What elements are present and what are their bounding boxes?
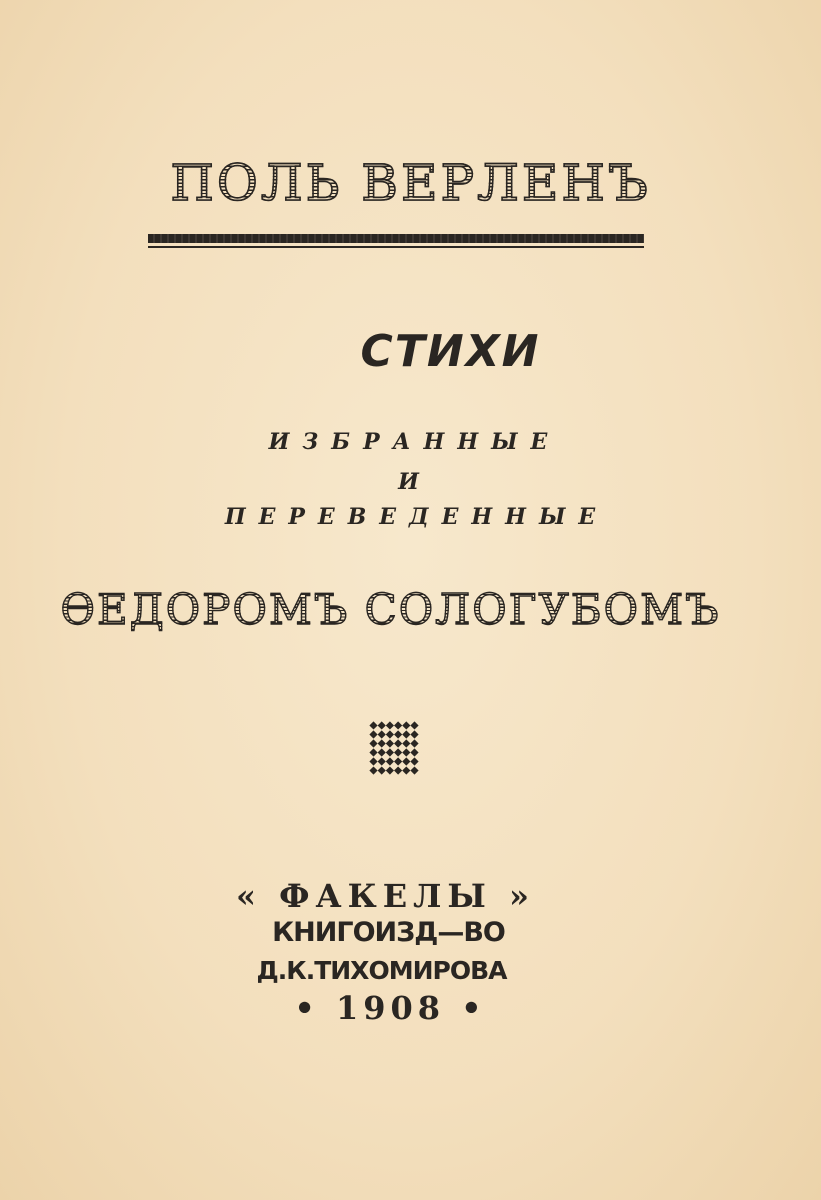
publication-year: • 1908 • bbox=[294, 989, 487, 1027]
publisher-line-3: Д.К.ТИХОМИРОВА bbox=[256, 956, 507, 985]
ornament-square bbox=[378, 730, 386, 738]
ornament-square bbox=[410, 739, 418, 747]
ornament-square bbox=[386, 766, 394, 774]
ornament-square bbox=[394, 739, 402, 747]
thin-rule bbox=[148, 246, 644, 248]
ornament-square bbox=[369, 721, 377, 729]
ornament-square bbox=[378, 748, 386, 756]
ornament-square bbox=[394, 730, 402, 738]
ornament-square bbox=[386, 730, 394, 738]
ornament-square bbox=[386, 748, 394, 756]
subtitle-line-3: ПЕРЕВЕДЕННЫЕ bbox=[224, 504, 609, 530]
publisher-line-2: КНИГОИЗД—ВО bbox=[272, 917, 505, 948]
ornament-square bbox=[402, 766, 410, 774]
ornament-square bbox=[369, 739, 377, 747]
subtitle-line-1: ИЗБРАННЫЕ bbox=[268, 429, 561, 455]
ornament-square bbox=[402, 721, 410, 729]
ornament-square bbox=[386, 721, 394, 729]
ornament-square bbox=[402, 730, 410, 738]
ornament-square bbox=[410, 757, 418, 765]
ornament-square bbox=[410, 766, 418, 774]
translator-name: ѲЕДОРОМЪ СОЛОГУБОМЪ bbox=[0, 580, 801, 640]
ornament-square bbox=[386, 757, 394, 765]
ornament-square bbox=[410, 721, 418, 729]
ornament-square bbox=[410, 748, 418, 756]
checkered-diamond-icon bbox=[353, 702, 435, 794]
ornament-square bbox=[402, 757, 410, 765]
ornament-square bbox=[378, 739, 386, 747]
heavy-rule bbox=[148, 234, 644, 243]
ornament-square bbox=[386, 739, 394, 747]
ornament-square bbox=[394, 748, 402, 756]
ornament-square bbox=[378, 766, 386, 774]
ornament-square bbox=[410, 730, 418, 738]
ornament-square bbox=[402, 748, 410, 756]
ornament-square bbox=[402, 739, 410, 747]
ornament-square bbox=[394, 757, 402, 765]
publisher-name: « ФАКЕЛЫ » bbox=[236, 877, 535, 915]
book-title: СТИХИ bbox=[360, 326, 541, 377]
ornament-square bbox=[378, 757, 386, 765]
ornament-square bbox=[378, 721, 386, 729]
subtitle-line-2: И bbox=[398, 469, 419, 495]
author-name: ПОЛЬ ВЕРЛЕНЪ bbox=[90, 148, 731, 218]
ornament-square bbox=[394, 721, 402, 729]
ornament-square bbox=[394, 766, 402, 774]
ornament-square bbox=[369, 730, 377, 738]
ornament-square bbox=[369, 766, 377, 774]
ornament-square bbox=[369, 748, 377, 756]
ornament-square bbox=[369, 757, 377, 765]
